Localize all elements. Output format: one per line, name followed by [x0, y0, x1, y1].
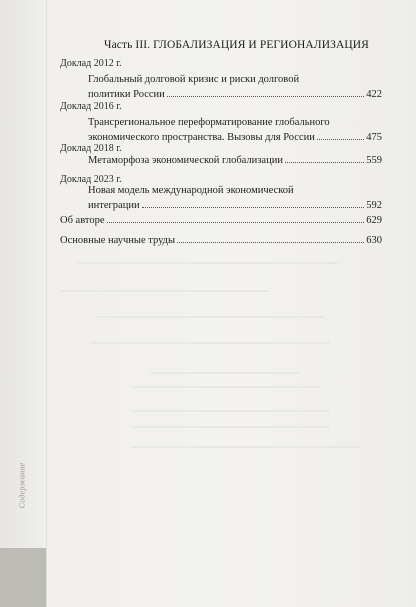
toc-entry-about-author[interactable]: [60, 213, 382, 228]
bleed-through: [78, 262, 338, 264]
toc-entry[interactable]: [88, 116, 382, 144]
toc-entry-title-line: Метаморфоза экономической глобализации: [88, 155, 283, 166]
page-number: 422: [366, 88, 382, 100]
toc-entry-title-line: Новая модель международной экономической: [88, 185, 294, 196]
page-number: 475: [366, 131, 382, 143]
toc-entry-title-line: Трансрегиональное переформатирование глобального: [88, 117, 330, 128]
toc-entry-title: Об авторе: [60, 215, 105, 226]
bleed-through: [130, 410, 330, 412]
report-label: Доклад 2012 г.: [60, 58, 122, 69]
toc-entry[interactable]: [88, 153, 382, 168]
bleed-through: [130, 426, 330, 428]
toc-entry-title-line: экономического пространства. Вызовы для России: [88, 131, 315, 143]
toc-entry-title-line: интеграции: [88, 199, 140, 211]
dot-leader: [142, 198, 365, 208]
page-number: 592: [366, 199, 382, 211]
toc-entry-title-line: Глобальный долговой кризис и риски долговой: [88, 74, 300, 85]
side-running-head: [2, 440, 42, 530]
dot-leader: [285, 153, 364, 163]
toc-entry[interactable]: [88, 73, 382, 101]
report-label: Доклад 2018 г.: [60, 143, 122, 154]
bleed-through: [130, 446, 360, 448]
dot-leader: [107, 213, 365, 223]
page-number: 629: [366, 215, 382, 226]
side-running-head-text: Содержание: [17, 462, 27, 508]
toc-entry-main-works[interactable]: [60, 233, 382, 248]
gutter-strip: [0, 548, 46, 607]
bleed-through: [130, 386, 320, 388]
bleed-through: [60, 290, 270, 292]
gutter-line: [46, 0, 47, 607]
bleed-through: [90, 342, 330, 344]
toc-entry-title-line: политики России: [88, 88, 165, 100]
part-title: Часть III. ГЛОБАЛИЗАЦИЯ И РЕГИОНАЛИЗАЦИЯ: [104, 39, 369, 51]
toc-entry-title: Основные научные труды: [60, 235, 176, 246]
page-number: 559: [366, 155, 382, 166]
dot-leader: [167, 87, 364, 97]
dot-leader: [177, 233, 364, 243]
bleed-through: [150, 372, 300, 374]
report-label: Доклад 2023 г.: [60, 174, 122, 185]
page-number: 630: [366, 235, 382, 246]
report-label: Доклад 2016 г.: [60, 101, 122, 112]
bleed-through: [95, 316, 325, 318]
toc-entry[interactable]: [88, 184, 382, 212]
dot-leader: [317, 130, 364, 140]
